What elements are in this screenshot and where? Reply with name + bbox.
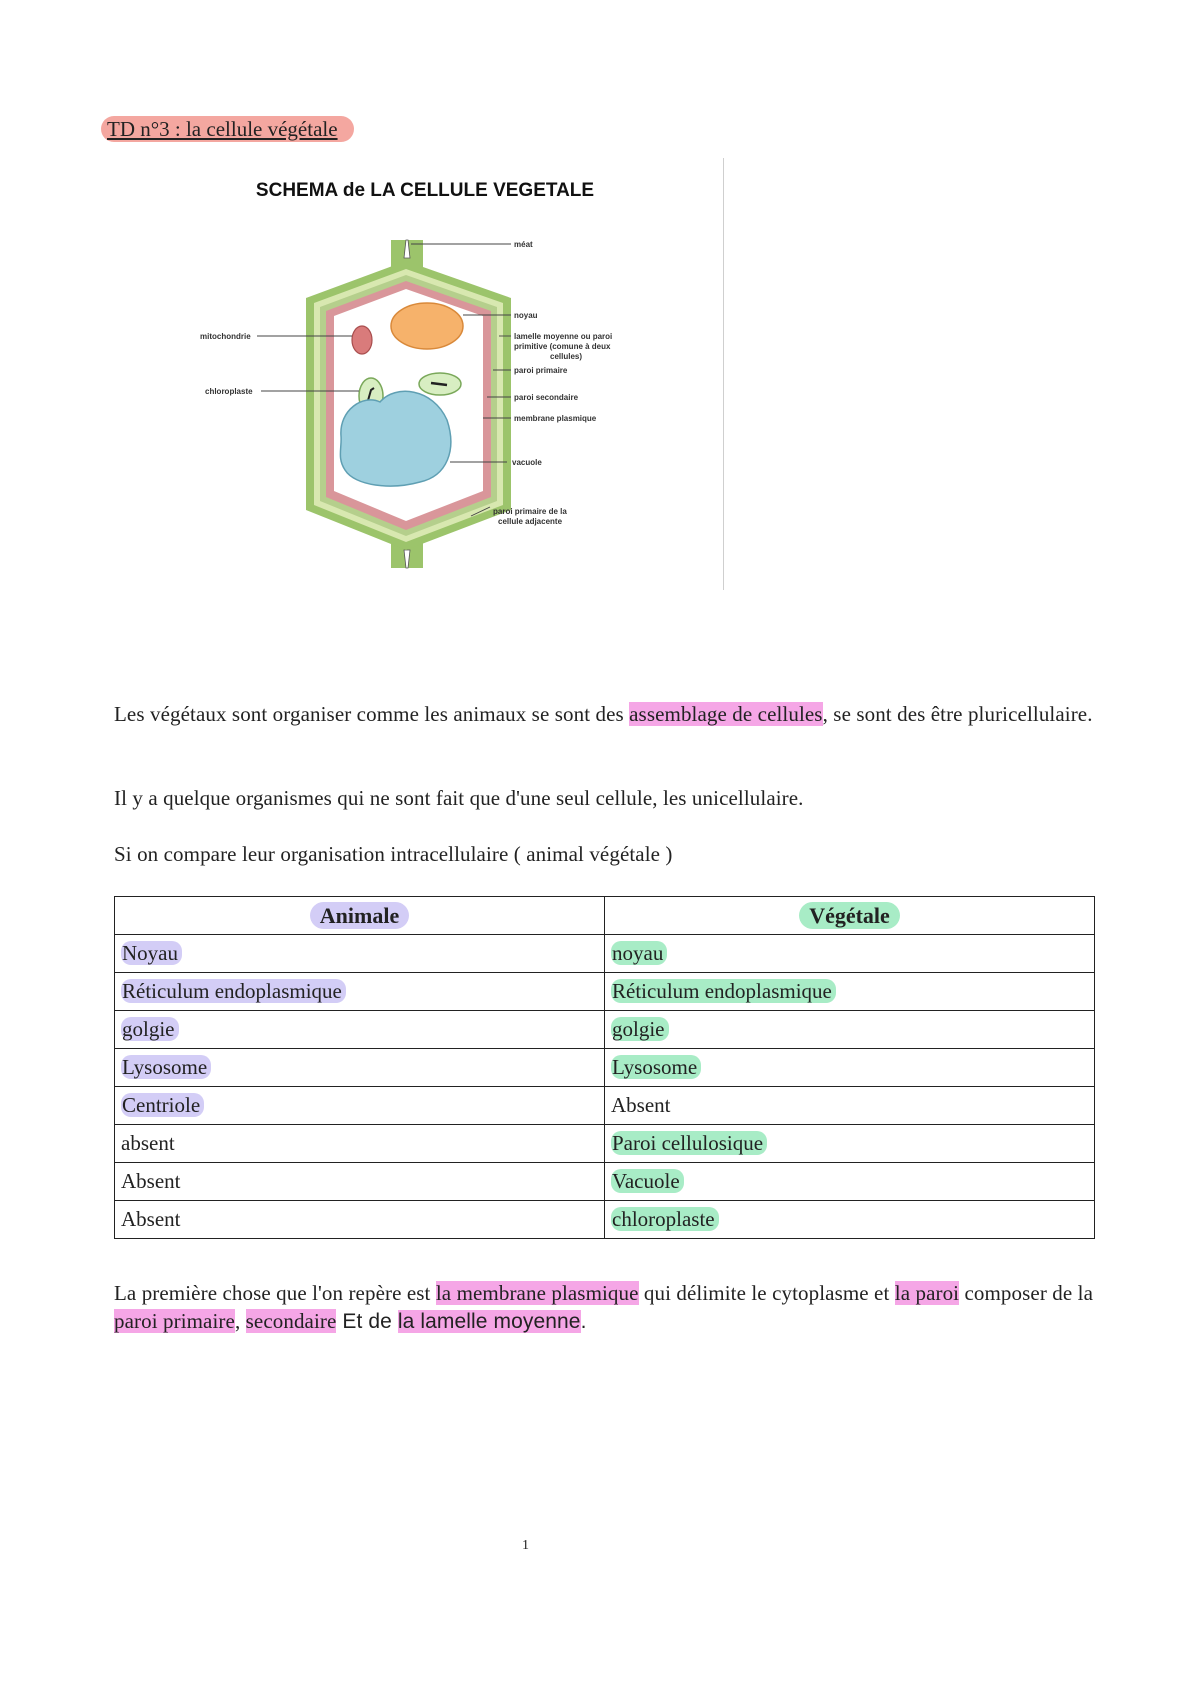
comparison-table [114, 896, 1095, 1239]
label-mitochondrie: mitochondrie [200, 332, 251, 341]
membrane-text-end: . [580, 1310, 587, 1333]
table-row [115, 1201, 1095, 1239]
cell-text: Réticulum endoplasmique [611, 979, 836, 1003]
cell-text: Réticulum endoplasmique [121, 979, 346, 1003]
table-row [115, 1163, 1095, 1201]
table-row [115, 973, 1095, 1011]
table-cell-vegetal [605, 935, 1095, 973]
cell-text: golgie [611, 1017, 669, 1041]
highlight-lamelle-moyenne: la lamelle moyenne [397, 1310, 581, 1333]
cell-text: chloroplaste [611, 1207, 719, 1231]
table-cell-animal [115, 1087, 605, 1125]
cell-text: golgie [121, 1017, 179, 1041]
intro-text: Les végétaux sont organiser comme les animaux se sont des [114, 702, 630, 726]
table-row [115, 935, 1095, 973]
membrane-text: , [234, 1309, 246, 1333]
cell-text: Noyau [121, 941, 182, 965]
cell-text: Paroi cellulosique [611, 1131, 767, 1155]
label-paroi-secondaire: paroi secondaire [514, 393, 579, 402]
membrane-text: La première chose que l'on repère est [114, 1281, 436, 1305]
label-chloroplaste: chloroplaste [205, 387, 253, 396]
page-title: TD n°3 : la cellule végétale [101, 116, 354, 142]
plant-cell-diagram [195, 158, 725, 588]
label-adjacente-2: cellule adjacente [498, 517, 563, 526]
intro-text-end: , se sont des être pluricellulaire. [822, 702, 1093, 726]
table-cell-vegetal [605, 1011, 1095, 1049]
table-cell-vegetal [605, 1049, 1095, 1087]
cell-text: Vacuole [611, 1169, 684, 1193]
table-cell-animal [115, 1163, 605, 1201]
highlight-secondaire: secondaire [245, 1309, 337, 1333]
label-lamelle-2: primitive (comune à deux [514, 342, 611, 351]
label-membrane: membrane plasmique [514, 414, 597, 423]
label-paroi-primaire: paroi primaire [514, 366, 568, 375]
header-animale [115, 897, 605, 935]
cell-text: Lysosome [121, 1055, 211, 1079]
label-meat: méat [514, 240, 533, 249]
paragraph-compare: Si on compare leur organisation intracellulaire ( animal végétale ) [114, 842, 673, 866]
cell-text: Absent [611, 1093, 671, 1117]
page-number: 1 [522, 1538, 529, 1553]
header-vegetale-label: Végétale [799, 902, 900, 929]
label-lamelle-3: cellules) [550, 352, 583, 361]
table-cell-vegetal [605, 973, 1095, 1011]
membrane-text-sans: Et de [336, 1310, 398, 1333]
paragraph-unicellular: Il y a quelque organismes qui ne sont fait que d'une seul cellule, les unicellulaire. [114, 786, 804, 810]
table-cell-animal [115, 935, 605, 973]
paragraph-membrane [114, 1279, 1094, 1336]
table-cell-animal [115, 973, 605, 1011]
diagram-heading: SCHEMA de LA CELLULE VEGETALE [255, 180, 595, 201]
membrane-text: composer de la [959, 1281, 1093, 1305]
cell-text: absent [121, 1131, 175, 1155]
table-cell-animal [115, 1011, 605, 1049]
nucleus [391, 303, 463, 349]
table-row [115, 1011, 1095, 1049]
table-cell-vegetal [605, 1125, 1095, 1163]
label-vacuole: vacuole [512, 458, 542, 467]
table-row [115, 1087, 1095, 1125]
highlight-assemblage: assemblage de cellules [629, 702, 823, 726]
table-header-row [115, 897, 1095, 935]
cell-text: Absent [121, 1207, 181, 1231]
cell-text: noyau [611, 941, 667, 965]
table-cell-animal [115, 1201, 605, 1239]
table-cell-vegetal [605, 1163, 1095, 1201]
paragraph-intro [114, 700, 1094, 728]
cell-text: Lysosome [611, 1055, 701, 1079]
label-lamelle-1: lamelle moyenne ou paroi [514, 332, 613, 341]
table-cell-vegetal [605, 1201, 1095, 1239]
label-noyau: noyau [514, 311, 538, 320]
table-cell-animal [115, 1049, 605, 1087]
cell-text: Absent [121, 1169, 181, 1193]
highlight-membrane-plasmique: la membrane plasmique [435, 1281, 639, 1305]
label-adjacente-1: paroi primaire de la [493, 507, 567, 516]
table-row [115, 1049, 1095, 1087]
cell-text: Centriole [121, 1093, 204, 1117]
mitochondrion [352, 326, 372, 354]
highlight-paroi-primaire: paroi primaire [114, 1309, 235, 1333]
table-cell-animal [115, 1125, 605, 1163]
header-vegetale [605, 897, 1095, 935]
membrane-text: qui délimite le cytoplasme et [638, 1281, 895, 1305]
vacuole [340, 391, 450, 486]
table-row [115, 1125, 1095, 1163]
table-cell-vegetal [605, 1087, 1095, 1125]
highlight-la-paroi: la paroi [894, 1281, 960, 1305]
header-animale-label: Animale [310, 902, 409, 929]
